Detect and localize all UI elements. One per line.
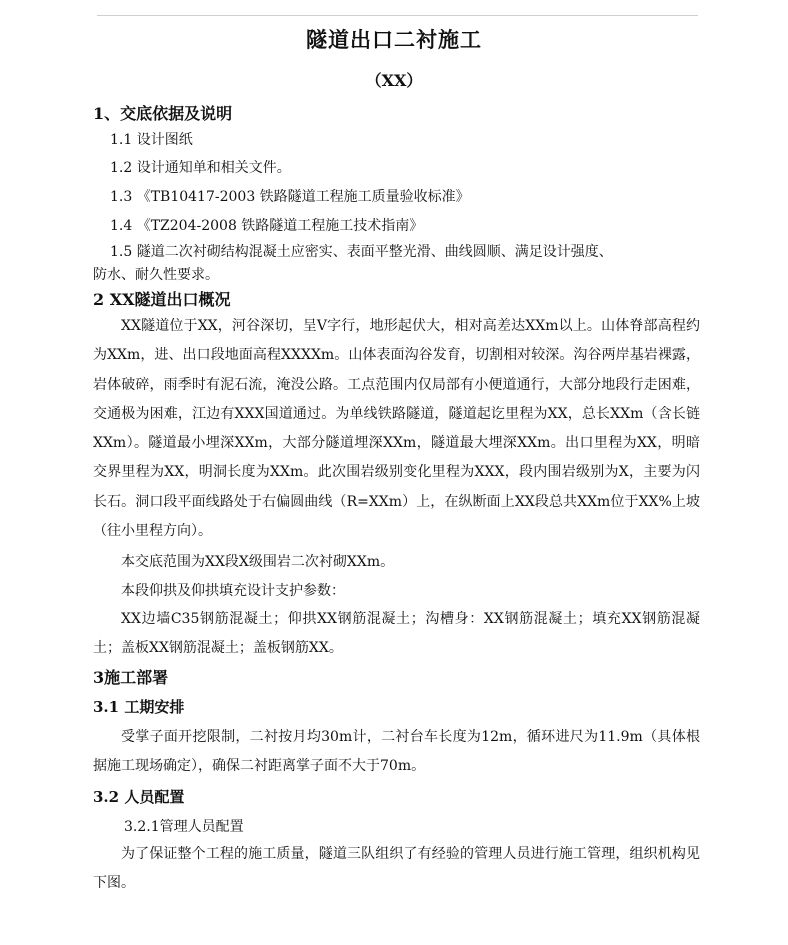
section-2-heading: 2 XX隧道出口概况 bbox=[93, 290, 231, 309]
document-title: 隧道出口二衬施工 bbox=[306, 27, 482, 52]
document-subtitle: （XX） bbox=[365, 71, 423, 90]
list-item-1-2: 1.2 设计通知单和相关文件。 bbox=[110, 160, 291, 176]
params-line: 本段仰拱及仰拱填充设计支护参数： bbox=[121, 583, 345, 599]
section-3-1-heading: 3.1 工期安排 bbox=[93, 698, 185, 716]
section-1-heading: 1、交底依据及说明 bbox=[93, 104, 233, 123]
list-item-1-4: 1.4 《TZ204-2008 铁路隧道工程施工技术指南》 bbox=[110, 218, 424, 234]
section-3-heading: 3施工部署 bbox=[93, 668, 169, 687]
list-item-1-3: 1.3 《TB10417-2003 铁路隧道工程施工质量验收标准》 bbox=[110, 189, 470, 205]
schedule-paragraph: 受掌子面开挖限制，二衬按月均30m计，二衬台车长度为12m，循环进尺为11.9m（具体根据施工现场确定），确保二衬距离掌子面不大于70m。 bbox=[93, 729, 700, 775]
support-params-paragraph: XX边墙C35钢筋混凝土；仰拱XX钢筋混凝土；沟槽身：XX钢筋混凝土；填充XX钢筋混凝土；盖板XX钢筋混凝土；盖板钢筋XX。 bbox=[93, 611, 700, 657]
section-3-2-heading: 3.2 人员配置 bbox=[93, 788, 185, 806]
overview-paragraph: XX隧道位于XX，河谷深切，呈V字行，地形起伏大，相对高差达XXm以上。山体脊部高程约为XXm，进、出口段地面高程XXXXm。山体表面沟谷发育，切割相对较深。沟谷两岸基岩裸露，岩体破碎，雨季时有泥石流，淹没公路。工点范围内仅局部有小便道通行，大部分地段行走困难，交通极为困难，江边有XXX国道通过。为单线铁路隧道，隧道起讫里程为XX，总长XXm（含长链XXm）。隧道最小埋深XXm，大部分隧道埋深XXm，隧道最大埋深XXm。出口里程为XX，明暗交界里程为XX，明洞长度为XXm。此次围岩级别变化里程为XXX，段内围岩级别为X，主要为闪长石。洞口段平面线路处于右偏圆曲线（R=XXm）上，在纵断面上XX段总共XXm位于XX%上坡（往小里程方向）。 bbox=[93, 318, 700, 540]
section-3-2-1-item: 3.2.1管理人员配置 bbox=[124, 819, 244, 835]
list-item-1-5-cont: 防水、耐久性要求。 bbox=[93, 267, 219, 283]
header-rule bbox=[97, 15, 698, 16]
list-item-1-1: 1.1 设计图纸 bbox=[110, 132, 193, 148]
staffing-paragraph: 为了保证整个工程的施工质量，隧道三队组织了有经验的管理人员进行施工管理，组织机构见下图。 bbox=[93, 846, 700, 892]
list-item-1-5: 1.5 隧道二次衬砌结构混凝土应密实、表面平整光滑、曲线圆顺、满足设计强度、 bbox=[110, 244, 613, 260]
scope-line: 本交底范围为XX段X级围岩二次衬砌XXm。 bbox=[121, 554, 395, 570]
